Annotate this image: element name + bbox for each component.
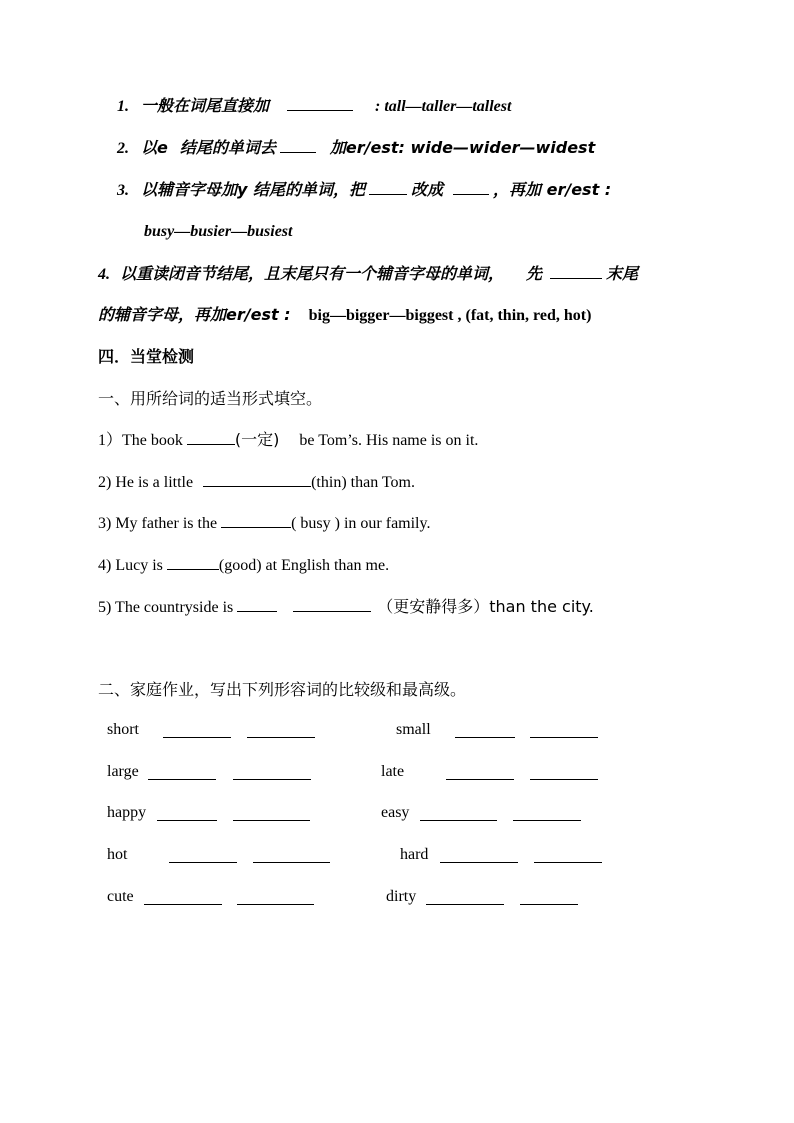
adjective-word: large (107, 763, 139, 780)
section-title: 四．当堂检测 (98, 347, 195, 366)
question-text: be Tom’s. His name is on it. (299, 432, 479, 449)
rule-3 (117, 180, 611, 201)
rule-text: 一般在词尾直接加 (141, 96, 270, 115)
question-text: 4) Lucy is (98, 557, 167, 574)
rule-text: ，再加 er/est : (493, 180, 612, 199)
comparative-blank[interactable] (440, 846, 518, 863)
rule-example: : tall—taller—tallest (375, 98, 512, 115)
fill-blank[interactable] (287, 96, 353, 111)
question-text: 1）The book (98, 432, 187, 449)
comparative-blank[interactable] (426, 888, 504, 905)
fill-blank[interactable] (550, 264, 602, 279)
comparative-blank[interactable] (446, 763, 514, 780)
superlative-blank[interactable] (233, 763, 311, 780)
adjective-word: hard (400, 846, 429, 863)
rule-4 (98, 264, 638, 285)
superlative-blank[interactable] (513, 804, 581, 821)
comparative-blank[interactable] (169, 846, 237, 863)
answer-blank[interactable] (187, 430, 235, 445)
superlative-blank[interactable] (247, 721, 315, 738)
question-hint: (一定) (234, 430, 280, 449)
answer-blank[interactable] (167, 555, 219, 570)
rule-4-line2 (98, 305, 591, 326)
question-text: 5) The countryside is (98, 599, 238, 616)
rule-example: 加er/est: wide—wider—widest (329, 138, 596, 157)
homework-row (0, 846, 794, 868)
question-hint: （更安静得多）than the city. (377, 597, 594, 616)
adjective-word: cute (107, 888, 134, 905)
comparative-blank[interactable] (157, 804, 217, 821)
rule-example: big—bigger—biggest , (fat, thin, red, hot) (308, 307, 592, 324)
superlative-blank[interactable] (534, 846, 602, 863)
question-text: ( busy ) in our family. (291, 515, 431, 532)
homework-row (0, 721, 794, 743)
question-text: (good) at English than me. (218, 557, 390, 574)
comparative-blank[interactable] (455, 721, 515, 738)
adjective-word: late (381, 763, 405, 780)
superlative-blank[interactable] (530, 763, 598, 780)
answer-blank[interactable] (293, 597, 371, 612)
rule-2 (117, 138, 595, 159)
answer-blank[interactable] (203, 472, 311, 487)
rule-example: busy—busier—busiest (144, 223, 293, 240)
comparative-blank[interactable] (148, 763, 216, 780)
comparative-blank[interactable] (163, 721, 231, 738)
rule-text: 结尾的单词去 (179, 138, 276, 157)
superlative-blank[interactable] (233, 804, 310, 821)
rule-text: 以重读闭音节结尾，且末尾只有一个辅音字母的单词， (120, 264, 505, 283)
answer-blank[interactable] (237, 597, 277, 612)
rule-number: 1. (117, 98, 129, 115)
fill-blank[interactable] (453, 180, 489, 195)
superlative-blank[interactable] (520, 888, 578, 905)
superlative-blank[interactable] (253, 846, 330, 863)
question-1 (98, 430, 478, 451)
rule-text: 末尾 (606, 264, 639, 283)
rule-number: 4. (98, 266, 110, 283)
fill-blank[interactable] (369, 180, 407, 195)
part-title: 二、家庭作业，写出下列形容词的比较级和最高级。 (98, 680, 467, 699)
comparative-blank[interactable] (144, 888, 222, 905)
rule-text: 先 (526, 264, 543, 283)
adjective-word: easy (381, 804, 410, 821)
adjective-word: hot (107, 846, 128, 863)
rule-number: 2. (117, 140, 129, 157)
question-4 (98, 555, 389, 576)
answer-blank[interactable] (221, 513, 291, 528)
rule-text: 以辅音字母加y 结尾的单词，把 (141, 180, 366, 199)
question-text: (thin) than Tom. (311, 474, 415, 491)
rule-number: 3. (117, 182, 129, 199)
question-3 (98, 513, 430, 534)
homework-row (0, 804, 794, 826)
homework-row (0, 763, 794, 785)
fill-blank[interactable] (280, 138, 316, 153)
adjective-word: short (107, 721, 139, 738)
question-5 (98, 597, 594, 618)
rule-text: 的辅音字母，再加er/est : (98, 305, 291, 324)
rule-text: 以e (141, 138, 168, 157)
superlative-blank[interactable] (237, 888, 314, 905)
adjective-word: small (396, 721, 431, 738)
question-text: 3) My father is the (98, 515, 222, 532)
rule-1 (117, 96, 511, 117)
part-title: 一、用所给词的适当形式填空。 (98, 389, 323, 408)
homework-row (0, 888, 794, 910)
comparative-blank[interactable] (420, 804, 497, 821)
question-text: 2) He is a little (98, 474, 198, 491)
adjective-word: happy (107, 804, 147, 821)
adjective-word: dirty (386, 888, 417, 905)
superlative-blank[interactable] (530, 721, 598, 738)
rule-text: 改成 (411, 180, 444, 199)
question-2 (98, 472, 415, 493)
